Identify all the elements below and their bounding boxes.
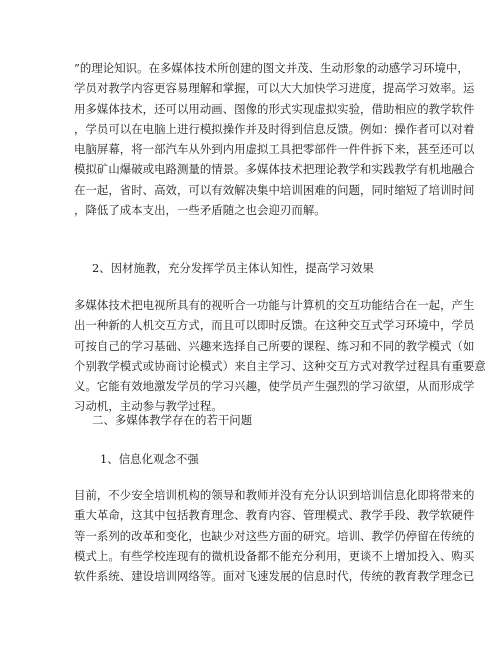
paragraph-line: 在一起，省时、高效，可以有效解决集中培训困难的问题，同时缩短了培训时间 xyxy=(74,182,475,197)
section-heading xyxy=(92,410,454,430)
paragraph-line: 可按自己的学习基础、兴趣来选择自己所要的课程、练习和不同的教学模式（如 xyxy=(74,338,475,353)
paragraph-3 xyxy=(74,485,475,586)
paragraph-line: 出一种新的人机交互方式，而且可以即时反馈。在这种交互式学习环境中，学员 xyxy=(74,318,475,333)
paragraph-line: 目前，不少安全培训机构的领导和教师并没有充分认识到培训信息化即将带来的 xyxy=(74,488,475,502)
paragraph-line: 义。它能有效地激发学员的学习兴趣，使学员产生强烈的学习欲望，从而形成学 xyxy=(74,379,475,394)
paragraph-line: 等一系列的改革和变化，也缺少对这些方面的研究。培训、教学仍停留在传统的 xyxy=(74,528,475,543)
paragraph-line: 学员对教学内容更容易理解和掌握，可以大大加快学习进度，提高学习效率。运 xyxy=(74,81,475,96)
paragraph-line: 习动机，主动参与教学过程。 xyxy=(74,399,223,414)
paragraph-line: 多媒体技术把电视所具有的视听合一功能与计算机的交互功能结合在一起，产生 xyxy=(74,298,475,312)
heading-text: 1、信息化观念不强 xyxy=(100,452,199,466)
paragraph-line: 用多媒体技术，还可以用动画、图像的形式实现虚拟实验，借助相应的教学软件 xyxy=(74,101,475,116)
heading-text: 二、多媒体教学存在的若干问题 xyxy=(92,413,253,427)
paragraph-line: 重大革命，这其中包括教育理念、教育内容、管理模式、教学手段、教学软硬件 xyxy=(74,508,475,523)
paragraph-line: ”的理论知识。在多媒体技术所创建的图文并茂、生动形象的动感学习环境中， xyxy=(74,61,469,75)
paragraph-line: 电脑屏幕，将一部汽车从外到内用虚拟工具把零部件一件件拆下来，甚至还可以 xyxy=(74,142,475,157)
subheading-teach-by-aptitude xyxy=(92,258,454,278)
paragraph-line: ，降低了成本支出，一些矛盾随之也会迎刃而解。 xyxy=(74,203,326,218)
paragraph-2 xyxy=(74,295,486,417)
paragraph-1 xyxy=(74,58,475,220)
subheading-information-awareness xyxy=(100,449,462,469)
paragraph-line: ，学员可以在电脑上进行模拟操作并及时得到信息反馈。例如：操作者可以对着 xyxy=(74,121,475,136)
paragraph-line: 模式上。有些学校连现有的微机设备都不能充分利用，更谈不上增加投入、购买 xyxy=(74,548,475,563)
paragraph-line: 软件系统、建设培训网络等。面对飞速发展的信息时代，传统的教育教学理念已 xyxy=(74,569,475,584)
heading-text: 2、因材施教，充分发挥学员主体认知性，提高学习效果 xyxy=(92,261,374,275)
paragraph-line: 个别教学模式或协商讨论模式）来自主学习、这种交互方式对教学过程具有重要意 xyxy=(74,358,486,373)
paragraph-line: 模拟矿山爆破或电路测量的情景。多媒体技术把理论教学和实践教学有机地融合 xyxy=(74,162,475,177)
